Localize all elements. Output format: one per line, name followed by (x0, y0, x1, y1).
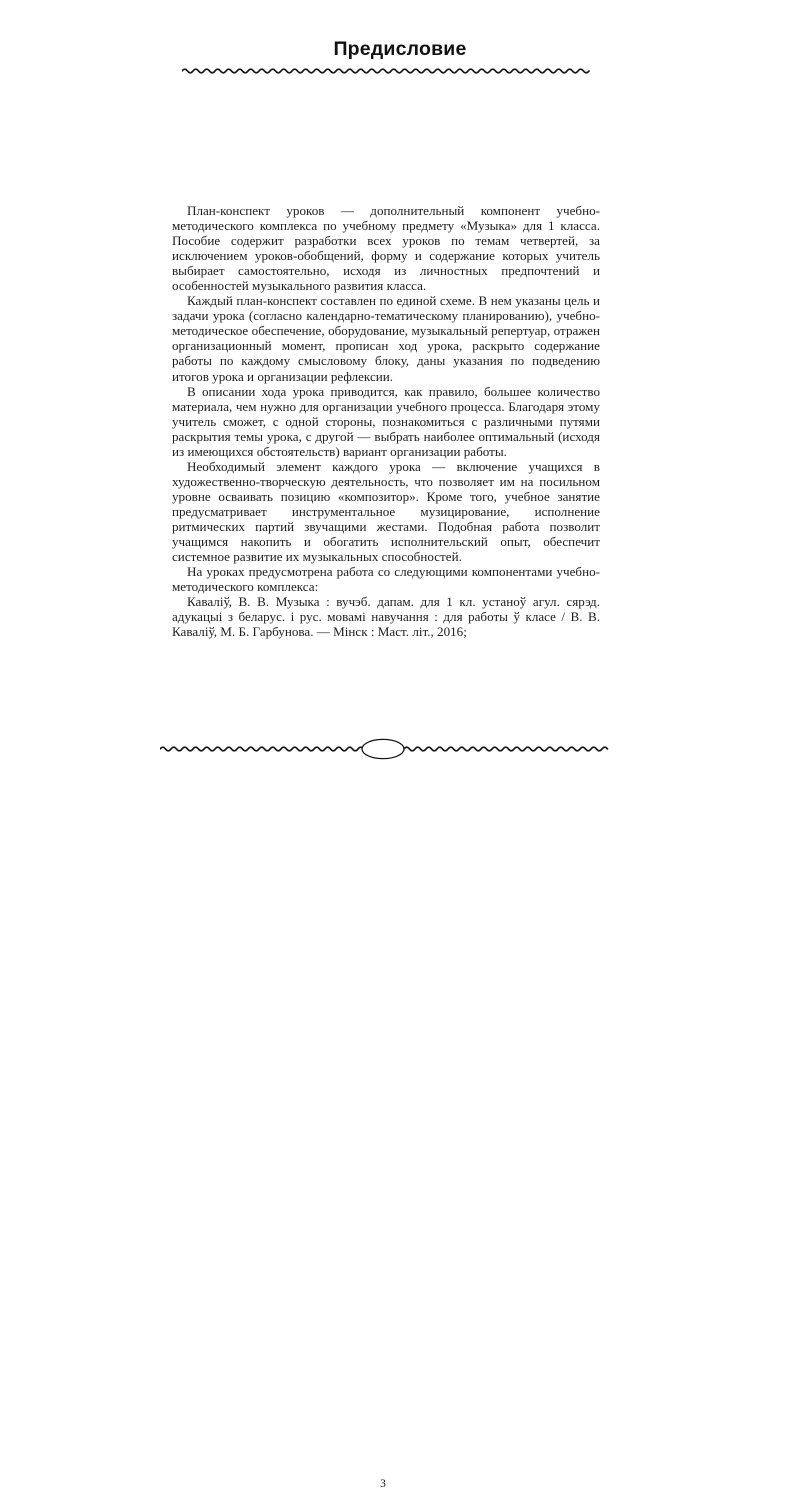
paragraph: В описании хода урока приводится, как правило, большее количество материала, чем нужно для организации учебного процесса. Благодаря этому учитель сможет, с одной стороны, познакомиться с различными путями раскрытия темы урока, с другой — выбрать наиболее оптимальный (исходя из имеющихся обстоятельств) вариант организации работы. (172, 383, 600, 459)
page-number-value: 3 (380, 1477, 386, 1490)
page-title: Предисловие (333, 38, 467, 60)
bibliographic-citation: Кавалiў, В. В. Музыка : вучэб. дапам. для 1 кл. устаноў агул. сярэд. адукацыi з беларус. i рус. мовамi навучання : для работы ў класе / В. В. Кавалiў, М. Б. Гарбунова. — Мiнск : Маст. лiт., 2016; (172, 594, 600, 640)
paragraph: На уроках предусмотрена работа со следующими компонентами учебно-методического комплекса: (172, 564, 600, 595)
footer-wavy-divider-icon (160, 736, 612, 764)
paragraph: План-конспект уроков — дополнительный компонент учебно-методического комплекса по учебному предмету «Музыка» для 1 класса. Пособие содержит разработки всех уроков по темам четвертей, за исключением уроков-обобщений, форму и содержание которых учитель выбирает самостоятельно, исходя из личностных предпочтений и особенностей музыкального развития класса. (172, 203, 600, 294)
paragraph: Необходимый элемент каждого урока — включение учащихся в художественно-творческую деятельность, что позволяет им на посильном уровне осваивать позицию «композитор». Кроме того, учебное занятие предусматривает инструментальное музицирование, исполнение ритмических партий звучащими жестами. Подобная работа позволит учащимся накопить и обогатить исполнительский опыт, обеспечит системное развитие их музыкальных способностей. (172, 458, 600, 565)
header-wavy-divider-icon (182, 64, 590, 78)
page-header (0, 40, 800, 60)
body-text-block (172, 203, 600, 639)
paragraph: Каждый план-конспект составлен по единой схеме. В нем указаны цель и задачи урока (согласно календарно-тематическому планированию), учебно-методическое обеспечение, оборудование, музыкальный репертуар, отражен организационный момент, прописан ход урока, раскрыто содержание работы по каждому смысловому блоку, даны указания по подведению итогов урока и организации рефлексии. (172, 293, 600, 384)
page-footer (0, 736, 800, 1490)
page-number (362, 1475, 404, 1495)
